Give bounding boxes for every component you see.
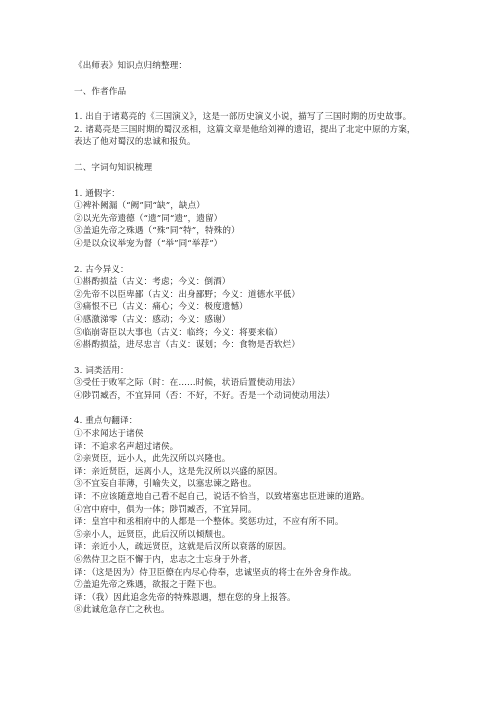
list-item: ③痛恨不已（古义：痛心；今义：极度遗憾） <box>74 302 248 313</box>
list-item: 译：不追求名声超过诸侯。 <box>74 441 179 452</box>
section-author-works <box>74 86 436 149</box>
section-vocabulary <box>74 162 436 617</box>
list-item: ①裨补阙漏（“阙”同“缺”，缺点） <box>74 201 205 212</box>
list-item: 译：亲近贤臣，远离小人，这是先汉所以兴盛的原因。 <box>74 466 283 477</box>
list-item: ②先帝不以臣卑鄙（古义：出身鄙野；今义：道德水平低） <box>74 289 301 300</box>
list-item: ③盖追先帝之殊遇（“殊”同“特”，特殊的） <box>74 226 240 237</box>
subsection-heading: 1. 通假字： <box>74 188 121 199</box>
list-item: ②以光先帝遗德（“遗”同“遗”，遗留） <box>74 213 223 224</box>
list-item: ③不宜妄自菲薄，引喻失义，以塞忠谏之路也。 <box>74 479 257 490</box>
list-item: ⑧此诚危急存亡之秋也。 <box>74 605 170 616</box>
subsection-tongjia <box>74 188 436 251</box>
list-item: ⑥斟酌损益，进尽忠言（古义：谋划；今：食物是否软烂） <box>74 340 301 351</box>
subsection-heading: 3. 词类活用： <box>74 365 129 376</box>
list-item: ③受任于败军之际（时：在……时候，状语后置使动用法） <box>74 378 301 389</box>
list-item: ④是以众议举宠为督（“举”同“举荐”） <box>74 238 223 249</box>
paragraph-line: 表达了他对蜀汉的忠诚和报负。 <box>74 137 196 148</box>
list-item: 译：皇宫中和丞相府中的人都是一个整体。奖惩功过，不应有所不同。 <box>74 517 344 528</box>
list-item: 译：（我）因此追念先帝的特殊恩遇，想在您的身上报答。 <box>74 592 296 603</box>
paragraph-line: 1. 出自于诸葛亮的《三国演义》，这是一部历史演义小说，描写了三国时期的历史故事。 <box>74 112 412 123</box>
list-item: ⑦盖追先帝之殊遇，欲报之于陛下也。 <box>74 580 222 591</box>
list-item: ⑤临崩寄臣以大事也（古义：临终；今义：将要来临） <box>74 327 283 338</box>
paragraph-line: 2. 诸葛亮是三国时期的蜀汉丞相，这篇文章是他给刘禅的遗诏，提出了北定中原的方案， <box>74 124 416 135</box>
list-item: ④陟罚臧否，不宜异同（否：不好，不好。否是一个动词使动用法） <box>74 390 335 401</box>
list-item: ⑤亲小人，远贤臣，此后汉所以倾颓也。 <box>74 529 231 540</box>
subsection-huoyong <box>74 365 436 403</box>
list-item: ①不求闻达于诸侯 <box>74 429 144 440</box>
list-item: ②亲贤臣，远小人，此先汉所以兴隆也。 <box>74 454 231 465</box>
section-heading: 二、字词句知识梳理 <box>74 162 153 173</box>
subsection-gujin <box>74 264 436 352</box>
list-item: 译：亲近小人，疏远贤臣，这就是后汉所以衰落的原因。 <box>74 542 292 553</box>
list-item: 译：不应该随意地自己看不起自己，说话不恰当，以致堵塞忠臣进谏的道路。 <box>74 492 370 503</box>
section-heading: 一、作者作品 <box>74 86 127 97</box>
subsection-heading: 2. 古今异义： <box>74 264 129 275</box>
document-title: 《出师表》知识点归纳整理： <box>74 61 188 71</box>
list-item: ①斟酌损益（古义：考虑；今义：倒酒） <box>74 277 231 288</box>
subsection-heading: 4. 重点句翻译： <box>74 416 138 427</box>
subsection-fanyi <box>74 415 436 617</box>
list-item: ⑥然侍卫之臣不懈于内，忠志之士忘身于外者， <box>74 555 257 565</box>
list-item: 译：（这是因为）侍卫臣僚在内尽心侍奉，忠诚坚贞的将士在外舍身作战。 <box>74 567 357 578</box>
list-item: ④宫中府中，俱为一体；陟罚臧否，不宜异同。 <box>74 504 257 515</box>
list-item: ④感激涕零（古义：感动；今义：感谢） <box>74 314 231 325</box>
